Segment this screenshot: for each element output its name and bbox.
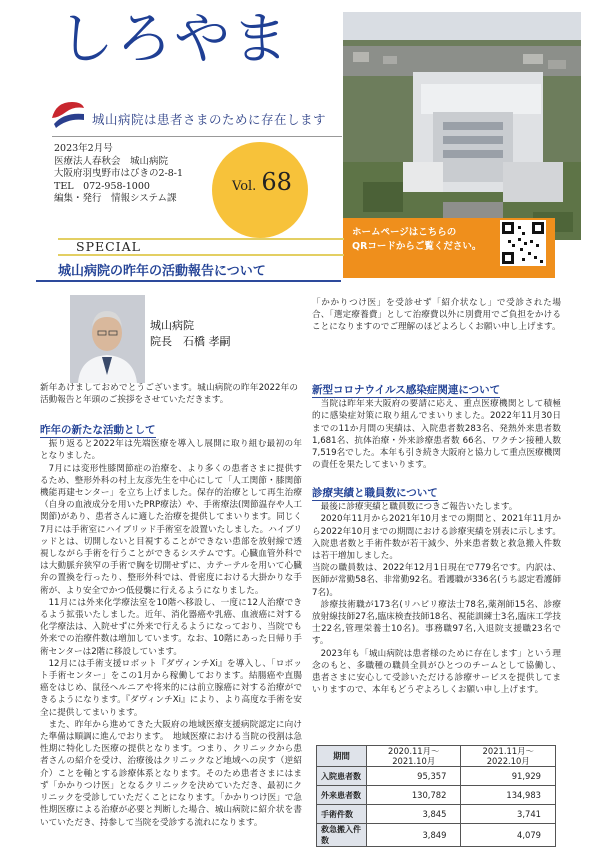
hospital-aerial-photo [343,12,581,240]
cell-value: 134,983 [461,786,556,805]
paragraph: 12月には手術支援ロボット『ダヴィンチXi』を導入し、「ロボット手術センター」をこの1月から稼働しております。結腸癌や直腸癌をはじめ、鼠径ヘルニアや将来的には前立腺癌に対する治療ができるようになります。『ダヴィンチXi』により、より高度な手術を安全に提供してまいります。 [40,658,302,718]
pub-address: 大阪府羽曳野市はびきの2-8-1 [54,168,184,180]
section-title: 昨年の新たな活動として [40,424,156,438]
volume-number: Vol. 68 [232,168,292,196]
paragraph: 振り返ると2022年は先端医療を導入し展開に取り組む最初の年となりました。 [40,439,302,462]
section-title: 新型コロナウイルス感染症関連について [312,384,500,398]
header-divider [52,136,342,137]
row-label: 外来患者数 [317,786,367,805]
newsletter-title: しろやま [58,7,290,72]
section-new-activities-continued [312,297,561,334]
table-row [317,786,556,805]
cell-value: 3,741 [461,805,556,824]
table-row [317,767,556,786]
table-header-cell: 2021.11月～2022.10月 [461,746,556,767]
paragraph: 11月には外来化学療法室を10階へ移設し、一度に12人治療できるよう拡張いたしました。近年、消化器癌や乳癌、血液癌に対する化学療法は、入院せずに外来で行えるようになっており、当院でも外来での治療件数は増加しています。なお、10階にあった日帰り手術センターは2階に移設しています。 [40,597,302,657]
section-results-staff [312,487,561,696]
row-label: 入院患者数 [317,767,367,786]
cell-value: 4,079 [461,824,556,847]
paragraph: 「かかりつけ医」を受診せず「紹介状なし」で受診された場合、「選定療養費」として治療費以外に別費用でご負担をかけることになりますのでご理解のほどよろしくお願い申し上げます。 [312,298,561,333]
table-header-cell: 2020.11月～2021.10月 [366,746,461,767]
row-label: 手術件数 [317,805,367,824]
statistics-table [316,745,556,847]
paragraph: また、昨年から進めてきた大阪府の地域医療支援病院認定に向けた準備は順調に進んでおります。 地域医療における当院の役割は急性期に特化した医療の提供となります。つまり、クリニックから患者さんの紹介を受け、治療後はクリニックなど地域への戻す（逆紹介）ことを軸とする診療体系となります。そのため患者さまにはまず「かかりつけ医」となるクリニックを決めていただき、最初にクリニックを受診していただくことになります。「かかりつけ医」で急性期医療による治療が必要と判断した場合、城山病院に紹介状を書いていただき、持参して当院を受診する流れになります。 [40,719,302,827]
paragraph: 当院は昨年来大阪府の要請に応え、重点医療機関として積極的に感染症対策に取り組んでまいりました。2022年11月30日までの11か月間の実績は、入院患者数283名、発熱外来患者数1,681名、抗体治療・外来診療患者数 66名、ワクチン接種人数7,519名でした。本年も引き続き大阪府と協力して重点医療機関の責任を果たしてまいります。 [312,399,561,471]
director-portrait [70,295,145,383]
paragraph: 2023年も「城山病院は患者様のために存在します」という理念のもと、多職種の職員全員がひとつのチームとして協働し、患者さまに安心して受診いただける診療サービスを提供してまいりますので、本年もどうぞよろしくお願い申し上げます。 [312,648,561,696]
homepage-promo-text: ホームページはこちらの QRコードからご覧ください。 [352,227,482,252]
table-header-row [317,746,556,767]
hospital-logo [50,98,86,132]
cell-value: 3,849 [366,824,461,847]
title-underline [36,280,341,282]
table-row [317,805,556,824]
director-hospital: 城山病院 [150,319,194,332]
paragraph: 当院の職員数は、2022年12月1日現在で779名です。内訳は、医師が常勤58名、非常勤92名。看護職が336名(うち認定看護師7名)。 [312,563,561,598]
cell-value: 130,782 [366,786,461,805]
pub-org: 医療法人春秋会 城山病院 [54,155,169,167]
special-label: SPECIAL [76,239,141,254]
section-covid [312,384,561,471]
cell-value: 95,357 [366,767,461,786]
intro-paragraph: 新年あけましておめでとうございます。城山病院の昨年2022年の活動報告と年頭のご挨拶をさせていただきます。 [40,383,298,406]
pub-editor: 編集・発行 情報システム課 [54,193,177,205]
qr-code[interactable] [500,220,546,266]
row-label: 救急搬入件数 [317,824,367,847]
cell-value: 3,845 [366,805,461,824]
section-new-activities [40,424,302,827]
paragraph: 7月には変形性膝関節症の治療を、より多くの患者さまに提供するため、整形外科の村上友彦先生を中心にして「人工関節・膝関節機能再建センター」を立ち上げました。保存的治療として再生治療（自身の血液成分を用いたPRP療法）や、手術療法(関節温存や人工関節)があり、患者さんに適した治療を提供してまいります。同じく7月には手術室にハイブリッド手術室を設置いたしました。ハイブリッドとは、切開しないと目視することができない患部を放射線で透視しながら手術を行うことができるシステムです。心臓血管外科では大動脈弁狭窄の手術で胸を切開せずに、カテーテルを用いて心臓弁の置換を行ったり、整形外科では、骨密度における大掛かりな手術が、より安全でかつ低侵襲に行えるようになりました。 [40,463,302,596]
director-caption [150,318,231,350]
paragraph: 2020年11月から2021年10月までの期間と、2021年11月から2022年10月までの期間における診療実績を別表に示します。入院患者数と手術件数が若干減少、外来患者数と救急搬入件数は若干増加しました。 [312,514,561,562]
section-title: 診療実績と職員数について [312,487,438,501]
publication-info [54,143,183,206]
cell-value: 91,929 [461,767,556,786]
hospital-tagline: 城山病院は患者さまのために存在します [92,112,327,127]
table-row [317,824,556,847]
pub-date: 2023年2月号 [54,143,113,154]
paragraph: 最後に診療実績と職員数につきご報告いたします。 [320,502,518,513]
paragraph: 診療技術職が173名(リハビリ療法士78名,薬剤師15名、診療放射線技師27名,臨床検査技師18名、視能訓練士3名,臨床工学技士22名,管理栄養士10名)。事務職97名,入退院支援職23名です。 [312,599,561,647]
article-title: 城山病院の昨年の活動報告について [58,264,266,279]
pub-tel: TEL 072-958-1000 [54,180,150,192]
director-name: 院長 石橋 孝嗣 [150,335,231,348]
table-header-cell: 期間 [317,746,367,767]
